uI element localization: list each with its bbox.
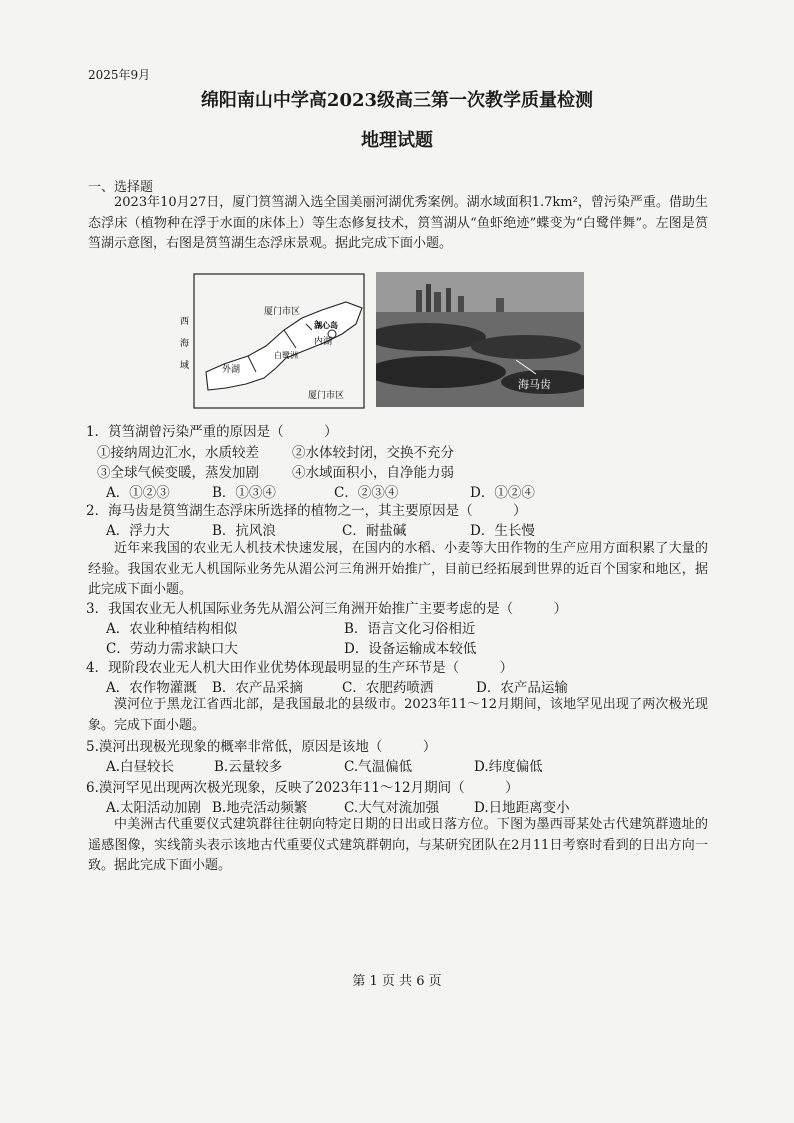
section-heading: 一、选择题	[88, 180, 154, 195]
q6-option-d: D.日地距离变小	[474, 800, 570, 816]
q2-option-b: B．抗风浪	[212, 523, 276, 539]
question-1-stem: 1．筼筜湖曾污染严重的原因是（ ）	[86, 424, 338, 440]
question-5-stem: 5.漠河出现极光现象的概率非常低，原因是该地（ ）	[86, 739, 437, 755]
q5-option-c: C.气温偏低	[344, 759, 413, 775]
lake-map	[166, 272, 366, 412]
q4-option-d: D．农产品运输	[476, 680, 568, 696]
map-label-west-sea-2: 海	[180, 339, 190, 349]
floating-bed-photo	[376, 272, 584, 407]
map-label-egret-island: 白鹭洲	[274, 351, 298, 360]
photo-label: 海马齿	[518, 378, 551, 391]
q6-option-a: A.太阳活动加剧	[106, 800, 202, 816]
q3-option-d: D．设备运输成本较低	[344, 641, 477, 657]
map-label-island: 湖心岛	[314, 320, 338, 330]
q1-choice-1: ①接纳周边汇水，水质较差	[97, 445, 259, 461]
q4-option-b: B．农产品采摘	[212, 680, 303, 696]
passage-1: 2023年10月27日，厦门筼筜湖入选全国美丽河湖优秀案例。湖水域面积1.7km²，曾污染严重。借助生态浮床（植物种在浮于水面的床体上）等生态修复技术，筼筜湖从“鱼虾绝迹”蝶变为“白鹭伴舞”。左图是筼筜湖示意图，右图是筼筜湖生态浮床景观。据此完成下面小题。	[88, 195, 708, 251]
q1-choice-4: ④水域面积小，自净能力弱	[292, 465, 454, 481]
question-4-stem: 4．现阶段农业无人机大田作业优势体现最明显的生产环节是（ ）	[86, 660, 514, 676]
passage-3: 漠河位于黑龙江省西北部，是我国最北的县级市。2023年11～12月期间，该地罕见出现了两次极光现象。完成下面小题。	[88, 697, 708, 733]
q5-option-a: A.白昼较长	[106, 759, 175, 775]
q1-option-a: A．①②③	[106, 485, 170, 501]
map-label-west-sea-3: 域	[180, 361, 190, 371]
passage-4: 中美洲古代重要仪式建筑群往往朝向特定日期的日出或日落方位。下图为墨西哥某处古代建筑群遗址的遥感图像，实线箭头表示该地古代重要仪式建筑群朝向，与某研究团队在2月11日考察时看到的日出方向一致。据此完成下面小题。	[88, 817, 708, 873]
q5-option-b: B.云量较多	[214, 759, 283, 775]
q1-choice-2: ②水体较封闭，交换不充分	[292, 445, 454, 461]
map-label-outer-lake: 外湖	[222, 365, 241, 375]
map-label-west-sea-1: 西	[180, 317, 190, 327]
map-label-xiamen-top: 厦门市区	[264, 307, 301, 317]
map-label-inner-lake: 内湖	[314, 337, 333, 347]
q2-option-c: C．耐盐碱	[342, 523, 407, 539]
q3-option-c: C．劳动力需求缺口大	[106, 641, 238, 657]
q2-option-a: A．浮力大	[106, 523, 170, 539]
q1-option-c: C．②③④	[334, 485, 399, 501]
map-label-xiamen-bottom: 厦门市区	[308, 391, 345, 401]
question-6-stem: 6.漠河罕见出现两次极光现象，反映了2023年11～12月期间（ ）	[86, 780, 519, 796]
q6-option-c: C.大气对流加强	[344, 800, 440, 816]
q2-option-d: D．生长慢	[470, 523, 535, 539]
q6-option-b: B.地壳活动频繁	[212, 800, 308, 816]
question-2-stem: 2．海马齿是筼筜湖生态浮床所选择的植物之一，其主要原因是（ ）	[86, 503, 527, 519]
page-footer: 第 1 页 共 6 页	[352, 974, 442, 989]
q3-option-b: B．语言文化习俗相近	[344, 621, 476, 637]
q5-option-d: D.纬度偏低	[474, 759, 543, 775]
passage-2: 近年来我国的农业无人机技术快速发展，在国内的水稻、小麦等大田作物的生产应用方面积累了大量的经验。我国农业无人机国际业务先从湄公河三角洲开始推广，目前已经拓展到世界的近百个国家和地区，据此完成下面小题。	[88, 541, 708, 597]
q3-option-a: A．农业种植结构相似	[106, 621, 238, 637]
q1-option-d: D．①②④	[470, 485, 535, 501]
q4-option-a: A．农作物灌溉	[106, 680, 197, 696]
exam-date: 2025年9月	[88, 68, 151, 82]
exam-title: 绵阳南山中学高2023级高三第一次教学质量检测	[200, 90, 594, 111]
q4-option-c: C．农肥药喷洒	[342, 680, 434, 696]
q1-choice-3: ③全球气候变暖，蒸发加剧	[97, 465, 259, 481]
question-3-stem: 3．我国农业无人机国际业务先从湄公河三角洲开始推广主要考虑的是（ ）	[86, 601, 568, 617]
q1-option-b: B．①③④	[212, 485, 276, 501]
exam-subtitle: 地理试题	[361, 130, 433, 151]
